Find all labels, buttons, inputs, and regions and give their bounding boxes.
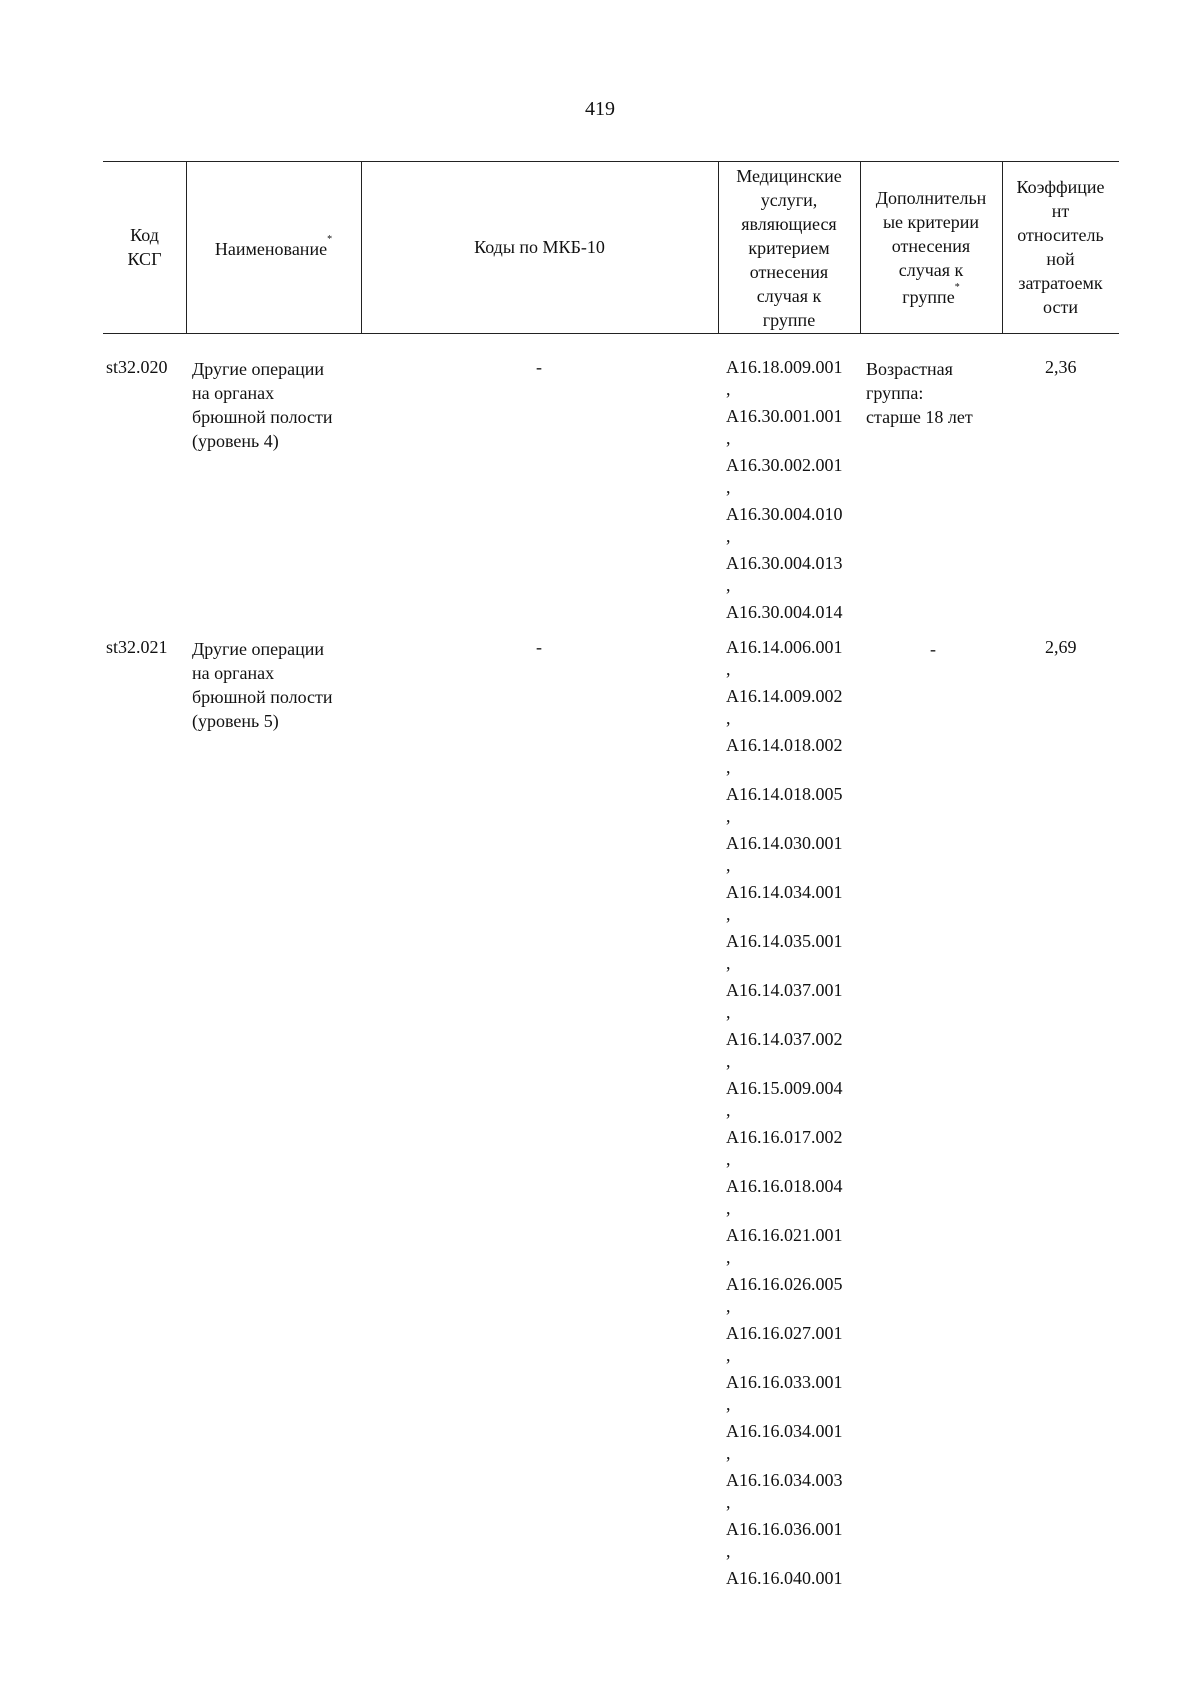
service-code: A16.30.002.001 — [726, 455, 843, 475]
service-separator: , — [726, 1149, 731, 1169]
service-item — [726, 1274, 858, 1323]
coefficient: 2,36 — [1045, 357, 1077, 377]
service-code: A16.16.021.001 — [726, 1225, 843, 1245]
ksg-code: st32.021 — [106, 637, 168, 657]
service-separator: , — [726, 1394, 731, 1414]
service-item — [726, 784, 858, 833]
service-separator: , — [726, 575, 731, 595]
service-code: A16.16.040.001 — [726, 1568, 843, 1588]
service-code: A16.16.033.001 — [726, 1372, 843, 1392]
service-separator: , — [726, 1443, 731, 1463]
service-code: A16.16.026.005 — [726, 1274, 843, 1294]
service-item — [726, 637, 858, 686]
service-code: A16.16.034.001 — [726, 1421, 843, 1441]
service-separator: , — [726, 1492, 731, 1512]
service-separator: , — [726, 1296, 731, 1316]
service-code: A16.16.027.001 — [726, 1323, 843, 1343]
service-separator: , — [726, 1541, 731, 1561]
service-item — [726, 406, 858, 455]
service-item — [726, 553, 858, 602]
service-item — [726, 1519, 858, 1568]
service-item — [726, 504, 858, 553]
service-separator: , — [726, 1345, 731, 1365]
service-code: A16.16.017.002 — [726, 1127, 843, 1147]
service-list — [726, 357, 858, 651]
service-code: A16.30.004.010 — [726, 504, 843, 524]
header-name: Наименование* — [214, 233, 333, 259]
service-item — [726, 1225, 858, 1274]
header-coefficient: Коэффицие нт относитель ной затратоемк ости — [1016, 177, 1105, 317]
header-mkb: Коды по МКБ-10 — [474, 237, 605, 257]
service-code: A16.30.004.013 — [726, 553, 843, 573]
service-separator: , — [726, 428, 731, 448]
service-item — [726, 980, 858, 1029]
service-item — [726, 1029, 858, 1078]
ksg-name: Другие операции на органах брюшной полости (уровень 5) — [192, 639, 333, 731]
coefficient: 2,69 — [1045, 637, 1077, 657]
ksg-code: st32.020 — [106, 357, 168, 377]
service-item — [726, 1078, 858, 1127]
service-code: A16.18.009.001 — [726, 357, 843, 377]
service-separator: , — [726, 806, 731, 826]
service-code: A16.14.018.002 — [726, 735, 843, 755]
service-separator: , — [726, 904, 731, 924]
service-item — [726, 1176, 858, 1225]
service-item — [726, 1470, 858, 1519]
service-item — [726, 455, 858, 504]
service-code: A16.30.001.001 — [726, 406, 843, 426]
ksg-name: Другие операции на органах брюшной полости (уровень 4) — [192, 359, 333, 451]
service-code: A16.16.018.004 — [726, 1176, 843, 1196]
header-services: Медицинские услуги, являющиеся критерием отнесения случая к группе — [736, 166, 842, 330]
extra-criteria: - — [930, 639, 936, 659]
header-bottom-rule — [103, 333, 1119, 334]
service-item — [726, 1372, 858, 1421]
service-list — [726, 637, 858, 1617]
service-code: A16.16.036.001 — [726, 1519, 843, 1539]
service-separator: , — [726, 757, 731, 777]
service-code: A16.14.037.001 — [726, 980, 843, 1000]
service-code: A16.14.034.001 — [726, 882, 843, 902]
mkb-codes: - — [536, 357, 542, 377]
service-item — [726, 357, 858, 406]
mkb-codes: - — [536, 637, 542, 657]
service-separator: , — [726, 855, 731, 875]
service-item — [726, 1568, 858, 1617]
service-code: A16.16.034.003 — [726, 1470, 843, 1490]
service-item — [726, 833, 858, 882]
service-item — [726, 1421, 858, 1470]
service-item — [726, 1127, 858, 1176]
service-separator: , — [726, 1247, 731, 1267]
service-separator: , — [726, 1002, 731, 1022]
service-item — [726, 735, 858, 784]
service-separator: , — [726, 953, 731, 973]
footnote-mark: * — [954, 281, 960, 293]
service-separator: , — [726, 708, 731, 728]
service-code: A16.14.035.001 — [726, 931, 843, 951]
extra-criteria: Возрастная группа: старше 18 лет — [866, 359, 973, 427]
service-code: A16.14.006.001 — [726, 637, 843, 657]
service-separator: , — [726, 1100, 731, 1120]
service-code: A16.14.037.002 — [726, 1029, 843, 1049]
service-item — [726, 931, 858, 980]
service-separator: , — [726, 379, 731, 399]
service-code: A16.15.009.004 — [726, 1078, 843, 1098]
service-item — [726, 1323, 858, 1372]
service-item — [726, 686, 858, 735]
service-separator: , — [726, 526, 731, 546]
service-separator: , — [726, 1051, 731, 1071]
service-separator: , — [726, 659, 731, 679]
header-extra-criteria: Дополнительн ые критерии отнесения случая к группе* — [875, 187, 987, 307]
page-number: 419 — [585, 98, 615, 120]
service-item — [726, 882, 858, 931]
service-separator: , — [726, 1198, 731, 1218]
footnote-mark: * — [327, 233, 333, 245]
service-separator: , — [726, 477, 731, 497]
service-code: A16.14.009.002 — [726, 686, 843, 706]
header-code: Код КСГ — [127, 225, 162, 269]
service-code: A16.14.030.001 — [726, 833, 843, 853]
service-code: A16.30.004.014 — [726, 602, 843, 622]
service-code: A16.14.018.005 — [726, 784, 843, 804]
